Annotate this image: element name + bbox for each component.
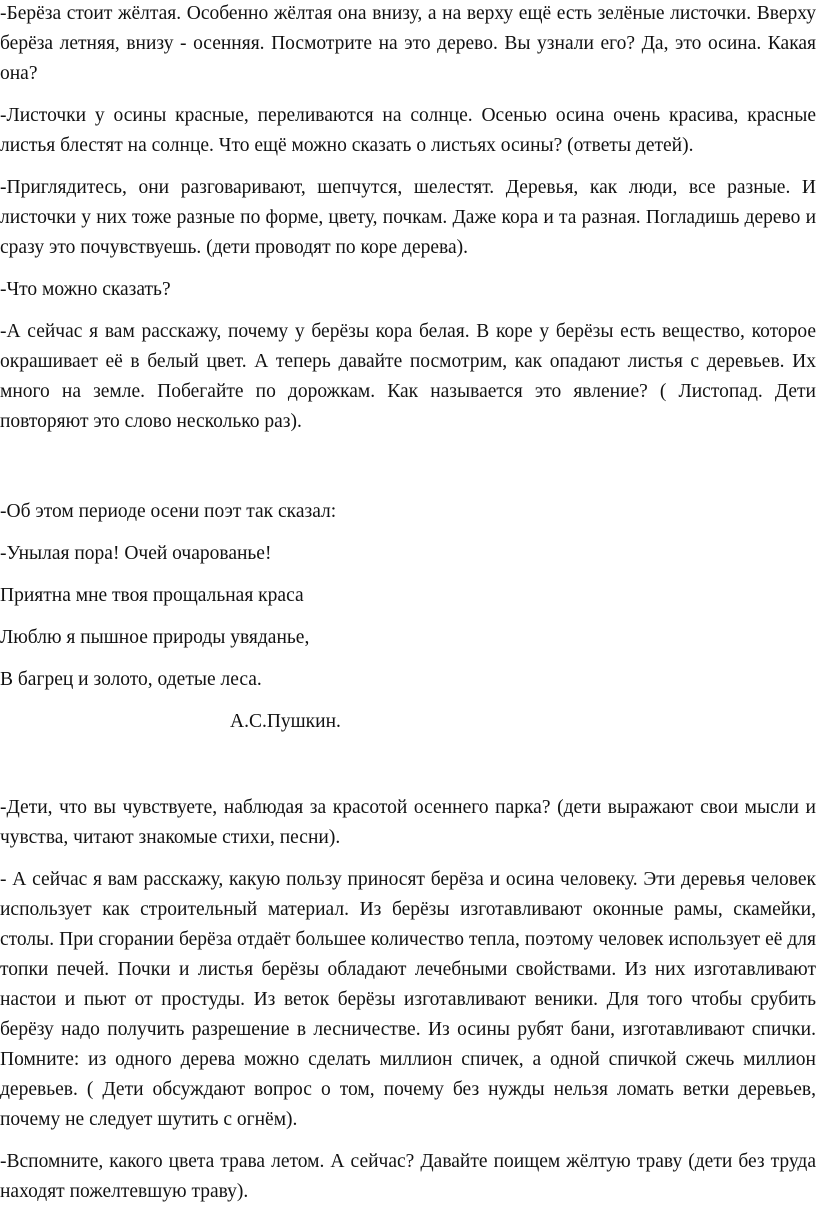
- poem-line-4: В багрец и золото, одетые леса.: [0, 669, 262, 690]
- paragraph-birch-yellow: -Берёза стоит жёлтая. Особенно жёлтая она внизу, а на верху ещё есть зелёные листочки. Вверху берёза летняя, внизу - осенняя. Посмотрите на это дерево. Вы узнали его? Да, это осина. Какая она?: [0, 3, 816, 84]
- paragraph-trees-talk: -Приглядитесь, они разговаривают, шепчутся, шелестят. Деревья, как люди, все разные. И листочки у них тоже разные по форме, цвету, почкам. Даже кора и та разная. Погладишь дерево и сразу это почувствуешь. (дети проводят по коре дерева).: [0, 177, 816, 258]
- paragraph-children-feelings: -Дети, что вы чувствуете, наблюдая за красотой осеннего парка? (дети выражают свои мысли и чувства, читают знакомые стихи, песни).: [0, 797, 816, 848]
- paragraph-trees-benefit: - А сейчас я вам расскажу, какую пользу приносят берёза и осина человеку. Эти деревья человек использует как строительный материал. Из берёзы изготавливают оконные рамы, скамейки, столы. При сгорании берёза отдаёт большее количество тепла, поэтому человек использует её для топки печей. Почки и листья берёзы обладают лечебными свойствами. Из них изготавливают настои и пьют от простуды. Из веток берёзы изготавливают веники. Для того чтобы срубить берёзу надо получить разрешение в лесничестве. Из осины рубят бани, изготавливают спички. Помните: из одного дерева можно сделать миллион спичек, а одной спичкой сжечь миллион деревьев. ( Дети обсуждают вопрос о том, почему без нужды нельзя ломать ветки деревьев, почему не следует шутить с огнём).: [0, 869, 816, 1130]
- paragraph-aspen-leaves: -Листочки у осины красные, переливаются на солнце. Осенью осина очень красива, красные листья блестят на солнце. Что ещё можно сказать о листьях осины? (ответы детей).: [0, 105, 816, 156]
- poem-line-1: -Унылая пора! Очей очарованье!: [0, 543, 272, 564]
- paragraph-poet-intro: -Об этом периоде осени поэт так сказал:: [0, 501, 337, 522]
- poem-line-3: Люблю я пышное природы увяданье,: [0, 627, 310, 648]
- paragraph-birch-bark: -А сейчас я вам расскажу, почему у берёзы кора белая. В коре у берёзы есть вещество, которое окрашивает её в белый цвет. А теперь давайте посмотрим, как опадают листья с деревьев. Их много на земле. Побегайте по дорожкам. Как называется это явление? ( Листопад. Дети повторяют это слово несколько раз).: [0, 321, 816, 432]
- paragraph-grass-color: -Вспомните, какого цвета трава летом. А сейчас? Давайте поищем жёлтую траву (дети без труда находят пожелтевшую траву).: [0, 1151, 816, 1202]
- poem-line-2: Приятна мне твоя прощальная краса: [0, 585, 304, 606]
- poem-author: А.С.Пушкин.: [230, 711, 341, 732]
- paragraph-what-to-say: -Что можно сказать?: [0, 279, 171, 300]
